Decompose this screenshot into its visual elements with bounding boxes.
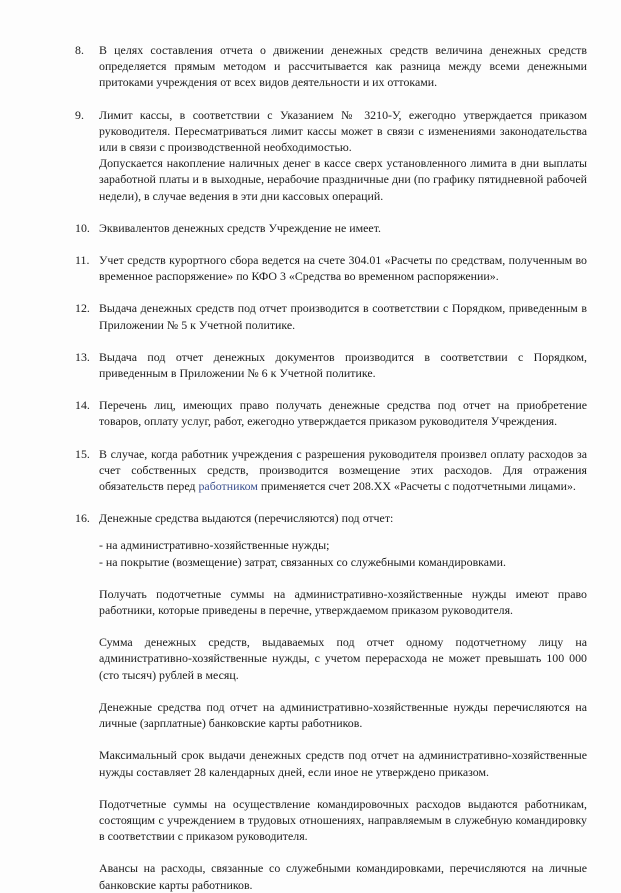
list-item-16 — [75, 510, 587, 526]
highlighted-word: работником — [198, 479, 258, 494]
item-text: Лимит кассы, в соответствии с Указанием № 3210-У, ежегодно утверждается приказом руководителя. Пересматриваться лимит кассы может в связи с изменениями законодательства или в связи с производственной необходимостью. — [99, 107, 587, 155]
dash-list-item: - на покрытие (возмещение) затрат, связанных со служебными командировками. — [99, 554, 506, 569]
item-text: Выдача под отчет денежных документов производится в соответствии с Порядком, приведенным в Приложении № 6 к Учетной политике. — [99, 349, 587, 381]
item-text-part: применяется счет 208.ХХ «Расчеты с подотчетными лицами». — [257, 479, 576, 494]
list-item-12 — [75, 300, 587, 332]
item-number: 8. — [75, 43, 84, 57]
item-text — [99, 446, 587, 495]
list-item-10 — [75, 220, 587, 236]
list-item-14 — [75, 397, 587, 429]
paragraph: Денежные средства под отчет на административно-хозяйственные нужды перечисляются на личные (зарплатные) банковские карты работников. — [99, 699, 587, 731]
item-number: 13. — [75, 349, 90, 364]
list-item-13 — [75, 349, 587, 381]
item-number: 12. — [75, 301, 90, 316]
item-text: Денежные средства выдаются (перечисляются) под отчет: — [99, 511, 394, 526]
paragraph: Подотчетные суммы на осуществление командировочных расходов выдаются работникам, состоящим с учреждением в трудовых отношениях, направляемым в служебную командировку в соответствии с приказом руководителя. — [99, 796, 587, 844]
item-text: Учет средств курортного сбора ведется на счете 304.01 «Расчеты по средствам, полученным во временное распоряжение» по КФО 3 «Средства во временном распоряжении». — [99, 253, 587, 284]
item-number: 9. — [75, 107, 84, 122]
item-text: Перечень лиц, имеющих право получать денежные средства под отчет на приобретение товаров, оплату услуг, работ, ежегодно утверждается приказом руководителя Учреждения. — [99, 398, 587, 429]
dash-list-item: - на административно-хозяйственные нужды; — [99, 538, 330, 553]
item-text-part: В случае, когда работник учреждения с разрешения руководителя произвел оплату расходов за счет собственных средств, производится возмещение этих расходов. Для отражения обязательств перед — [99, 446, 587, 494]
item-number: 16. — [75, 511, 90, 526]
list-item-11 — [75, 252, 587, 284]
item-text: В целях составления отчета о движении денежных средств величина денежных средств определяется прямым методом и рассчитывается как разница между всеми денежными притоками учреждения от всех видов деятельности и их оттоками. — [99, 43, 587, 90]
item-text: Выдача денежных средств под отчет производится в соответствии с Порядком, приведенным в Приложении № 5 к Учетной политике. — [99, 301, 587, 332]
list-item-8 — [75, 42, 587, 91]
item-text-continued: Допускается накопление наличных денег в кассе сверх установленного лимита в дни выплаты заработной платы и в выходные, нерабочие праздничные дни (по графику пятидневной рабочей недели), в случае ведения в эти дни кассовых операций. — [99, 156, 587, 203]
list-item-15 — [75, 446, 587, 495]
item-number: 15. — [75, 446, 90, 461]
item-number: 10. — [75, 220, 90, 235]
list-item-9 — [75, 107, 587, 204]
paragraph: Авансы на расходы, связанные со служебными командировками, перечисляются на личные банковские карты работников. — [99, 861, 587, 892]
paragraph: Получать подотчетные суммы на административно-хозяйственные нужды имеют право работники, которые приведены в перечне, утверждаемом приказом руководителя. — [99, 586, 587, 618]
item-number: 11. — [75, 253, 90, 268]
paragraph: Сумма денежных средств, выдаваемых под отчет одному подотчетному лицу на административно-хозяйственные нужды, с учетом перерасхода не может превышать 100 000 (сто тысяч) рублей в месяц. — [99, 635, 587, 682]
item-number: 14. — [75, 398, 90, 413]
paragraph: Максимальный срок выдачи денежных средств под отчет на административно-хозяйственные нужды составляет 28 календарных дней, если иное не утверждено приказом. — [99, 748, 587, 779]
item-text: Эквивалентов денежных средств Учреждение не имеет. — [99, 220, 381, 235]
